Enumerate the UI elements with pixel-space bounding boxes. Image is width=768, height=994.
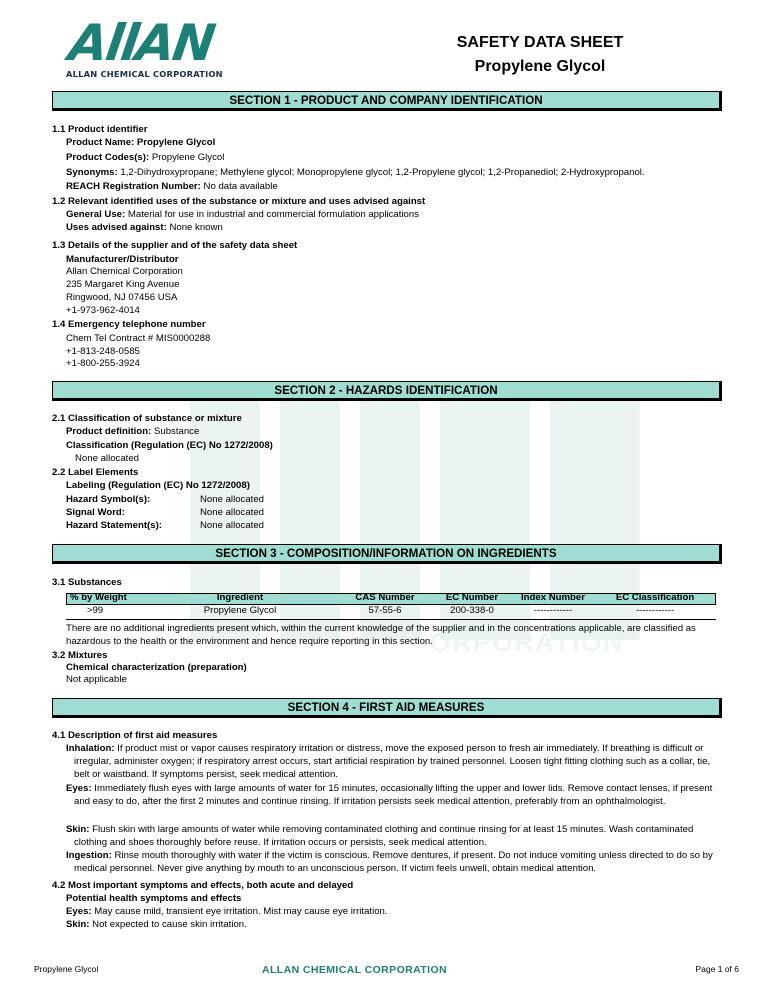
chemtel-contract: Chem Tel Contract # MIS0000288: [66, 333, 211, 344]
skin-effects-row: Skin: Not expected to cause skin irritation.: [66, 919, 247, 930]
cell-ec-classification: ------------: [635, 605, 675, 616]
cell-ingredient: Propylene Glycol: [203, 605, 277, 616]
section-4-header: SECTION 4 - FIRST AID MEASURES: [52, 698, 722, 718]
synonyms-value: 1,2-Dihydroxypropane; Methylene glycol; Monopropylene glycol; 1,2-Propylene glycol; 1,2-Propanediol; 2-Hydroxypropanol.: [120, 167, 645, 178]
footer-product: Propylene Glycol: [34, 964, 99, 974]
chem-char-value: Not applicable: [66, 674, 127, 685]
product-definition-row: Product definition: Substance: [66, 426, 200, 437]
document-header: [0, 0, 768, 90]
inhalation-para: Inhalation: If product mist or vapor causes respiratory irritation or distress, move the exposed person to fresh air immediately. If breathing is difficult or irregular, administer oxygen; if respiratory arrest occurs, start artificial respiration by trained personnel. Loosen tight fitting clothing such as a collar, tie, belt or waistband. If symptoms persist, seek medical attention.: [66, 743, 711, 780]
col-header-index: Index Number: [521, 592, 585, 603]
manufacturer-label: Manufacturer/Distributor: [66, 254, 179, 265]
ingestion-para: Ingestion: Rinse mouth thoroughly with water if the victim is conscious. Remove dentures, if present. Do not induce vomiting unless directed to do so by medical personnel. Never give anything by mouth to an unconscious person. If victim feels unwell, obtain medical attention.: [66, 850, 713, 874]
general-use-row: General Use: Material for use in industrial and commercial formulation applications: [66, 209, 420, 220]
eyes-para: Eyes: Immediately flush eyes with large amounts of water for 15 minutes, occasionally lifting the upper and lower lids. Remove contact lenses, if present and easy to do, after the first 2 minutes and continue rinsing. If irritation persists seek medical attention, preferably from an ophthalmologist.: [66, 783, 713, 807]
uses-against-value: None known: [169, 222, 223, 233]
s1-3-heading: 1.3 Details of the supplier and of the safety data sheet: [52, 240, 298, 251]
col-header-ec-classification: EC Classification: [615, 592, 695, 603]
classification-label: Classification (Regulation (EC) No 1272/2008): [66, 440, 273, 451]
labeling-label: Labeling (Regulation (EC) No 1272/2008): [66, 480, 250, 491]
cell-cas: 57-55-6: [368, 605, 402, 616]
s3-2-heading: 3.2 Mixtures: [52, 650, 108, 661]
hazard-statements-value: None allocated: [200, 520, 265, 531]
footer-page-number: Page 1 of 6: [695, 964, 739, 974]
cell-index: ------------: [533, 605, 573, 616]
s2-2-heading: 2.2 Label Elements: [52, 467, 139, 478]
section-2-header: SECTION 2 - HAZARDS IDENTIFICATION: [52, 381, 722, 401]
section-3-note: There are no additional ingredients present which, within the current knowledge of the supplier and in the concentrations applicable, are classified as hazardous to the health or the environment and hence require reporting in this section.: [66, 623, 696, 647]
emergency-phone-1: +1-813-248-0585: [66, 346, 140, 357]
s4-1-heading: 4.1 Description of first aid measures: [52, 730, 218, 741]
general-use-value: Material for use in industrial and commercial formulation applications: [127, 209, 420, 220]
product-name-row: Product Name: Propylene Glycol: [66, 137, 216, 148]
watermark-text: ORPORATION: [430, 627, 625, 657]
section-3-header: SECTION 3 - COMPOSITION/INFORMATION ON INGREDIENTS: [52, 544, 722, 564]
hazard-statements-label: Hazard Statement(s):: [66, 520, 162, 531]
potential-effects-label: Potential health symptoms and effects: [66, 893, 242, 904]
footer-company: ALLAN CHEMICAL CORPORATION: [262, 964, 448, 976]
uses-against-row: Uses advised against: None known: [66, 222, 223, 233]
table-bottom-rule: [66, 619, 716, 620]
company-phone: +1-973-962-4014: [66, 305, 140, 316]
col-header-cas: CAS Number: [355, 592, 415, 603]
cell-weight: >99: [86, 605, 104, 616]
classification-value: None allocated: [75, 453, 140, 464]
synonyms-row: Synonyms: 1,2-Dihydroxypropane; Methylene glycol; Monopropylene glycol; 1,2-Propylene glycol; 1,2-Propanediol; 2-Hydroxypropanol.: [66, 167, 645, 178]
product-codes-row: Product Codes(s): Propylene Glycol: [66, 152, 225, 163]
company-logo: [65, 14, 226, 80]
product-title: Propylene Glycol: [474, 58, 606, 75]
s1-4-heading: 1.4 Emergency telephone number: [52, 319, 206, 330]
chem-char-label: Chemical characterization (preparation): [66, 662, 247, 673]
product-codes-value: Propylene Glycol: [151, 152, 225, 163]
s2-1-heading: 2.1 Classification of substance or mixture: [52, 413, 242, 424]
address-line-1: 235 Margaret King Avenue: [66, 279, 180, 290]
s3-1-heading: 3.1 Substances: [52, 577, 122, 588]
col-header-weight: % by Weight: [70, 592, 127, 603]
logo-wordmark: AllAN: [65, 14, 218, 72]
col-header-ingredient: Ingredient: [216, 592, 264, 603]
hazard-symbols-label: Hazard Symbol(s):: [66, 494, 151, 505]
signal-word-label: Signal Word:: [66, 507, 125, 518]
col-header-ec: EC Number: [445, 592, 499, 603]
s1-2-heading: 1.2 Relevant identified uses of the substance or mixture and uses advised against: [52, 196, 426, 207]
logo-tagline: ALLAN CHEMICAL CORPORATION: [66, 69, 223, 79]
skin-para: Skin: Flush skin with large amounts of water while removing contaminated clothing and continue rinsing for at least 15 minutes. Wash contaminated clothing and shoes thoroughly before reuse. If irritation occurs or persists, seek medical attention.: [66, 824, 694, 848]
signal-word-value: None allocated: [200, 507, 265, 518]
address-line-2: Ringwood, NJ 07456 USA: [66, 292, 178, 303]
product-definition-value: Substance: [153, 426, 200, 437]
hazard-symbols-value: None allocated: [200, 494, 265, 505]
s4-2-heading: 4.2 Most important symptoms and effects, both acute and delayed: [52, 880, 354, 891]
company-name: Allan Chemical Corporation: [66, 266, 183, 277]
product-name-value: Propylene Glycol: [136, 137, 216, 148]
reach-value: No data available: [203, 181, 278, 192]
document-title: SAFETY DATA SHEET: [456, 34, 624, 51]
reach-row: REACH Registration Number: No data available: [66, 181, 278, 192]
section-1-header: SECTION 1 - PRODUCT AND COMPANY IDENTIFICATION: [52, 91, 722, 111]
cell-ec: 200-338-0: [450, 605, 494, 616]
eyes-effects-row: Eyes: May cause mild, transient eye irritation. Mist may cause eye irritation.: [66, 906, 388, 917]
s1-1-heading: 1.1 Product identifier: [52, 124, 148, 135]
emergency-phone-2: +1-800-255-3924: [66, 358, 140, 369]
